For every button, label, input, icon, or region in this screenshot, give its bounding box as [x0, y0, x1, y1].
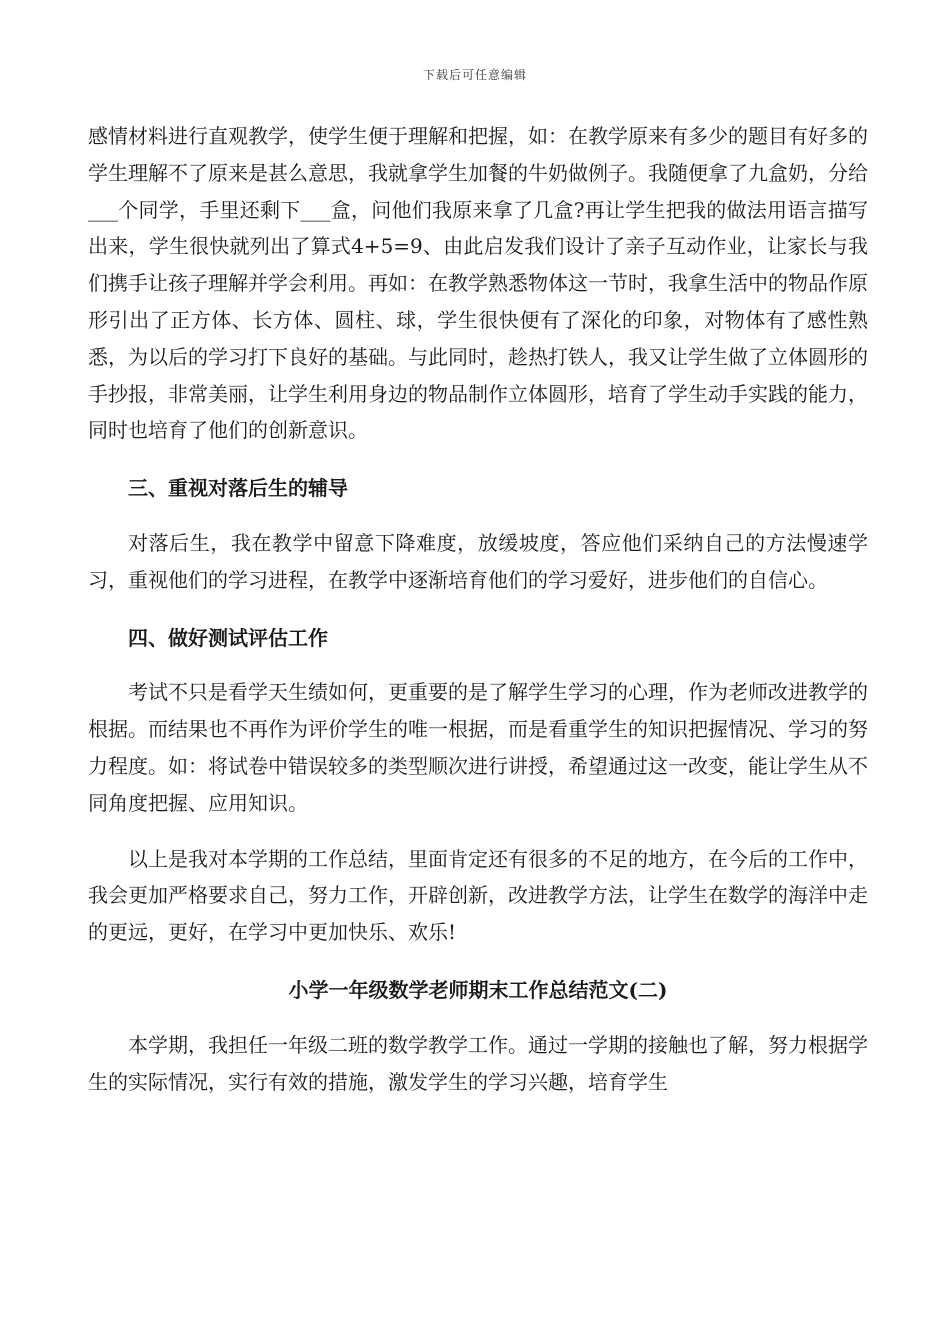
document-body — [88, 118, 868, 1100]
section-heading-3: 三、重视对落后生的辅导 — [128, 476, 348, 501]
paragraph-testing: 考试不只是看学天生绩如何，更重要的是了解学生学习的心理，作为老师改进教学的根据。而结果也不再作为评价学生的唯一根据，而是看重学生的知识把握情况、学习的努力程度。如：将试卷中错误较多的类型顺次进行讲授，希望通过这一改变，能让学生从不同角度把握、应用知识。 — [88, 680, 868, 815]
header-note: 下载后可任意编辑 — [422, 68, 527, 82]
paragraph-lagging-students: 对落后生，我在教学中留意下降难度，放缓坡度，答应他们采纳自己的方法慢速学习，重视他们的学习进程，在教学中逐渐培育他们的学习爱好，进步他们的自信心。 — [88, 530, 868, 592]
paragraph-conclusion: 以上是我对本学期的工作总结，里面肯定还有很多的不足的地方，在今后的工作中，我会更加严格要求自己，努力工作，开辟创新，改进教学方法，让学生在数学的海洋中走的更远，更好，在学习中更加快乐、欢乐! — [88, 846, 868, 945]
paragraph-intro-2: 本学期，我担任一年级二班的数学教学工作。通过一学期的接触也了解，努力根据学生的实际情况，实行有效的措施，激发学生的学习兴趣，培育学生 — [88, 1032, 868, 1094]
document-title-2: 小学一年级数学老师期末工作总结范文(二) — [288, 977, 668, 1002]
paragraph-continued: 感情材料进行直观教学，使学生便于理解和把握，如：在教学原来有多少的题目有好多的学生理解不了原来是甚么意思，我就拿学生加餐的牛奶做例子。我随便拿了九盒奶，分给___个同学，手里还剩下___盒，问他们我原来拿了几盒?再让学生把我的做法用语言描写出来，学生很快就列出了算式4+5=9、由此启发我们设计了亲子互动作业，让家长与我们携手让孩子理解并学会利用。再如：在教学熟悉物体这一节时，我拿生活中的物品作原形引出了正方体、长方体、圆柱、球，学生很快便有了深化的印象，对物体有了感性熟悉，为以后的学习打下良好的基础。与此同时，趁热打铁人，我又让学生做了立体圆形的手抄报，非常美丽，让学生利用身边的物品制作立体圆形，培育了学生动手实践的能力，同时也培育了他们的创新意识。 — [88, 124, 868, 443]
section-heading-4: 四、做好测试评估工作 — [128, 625, 328, 650]
